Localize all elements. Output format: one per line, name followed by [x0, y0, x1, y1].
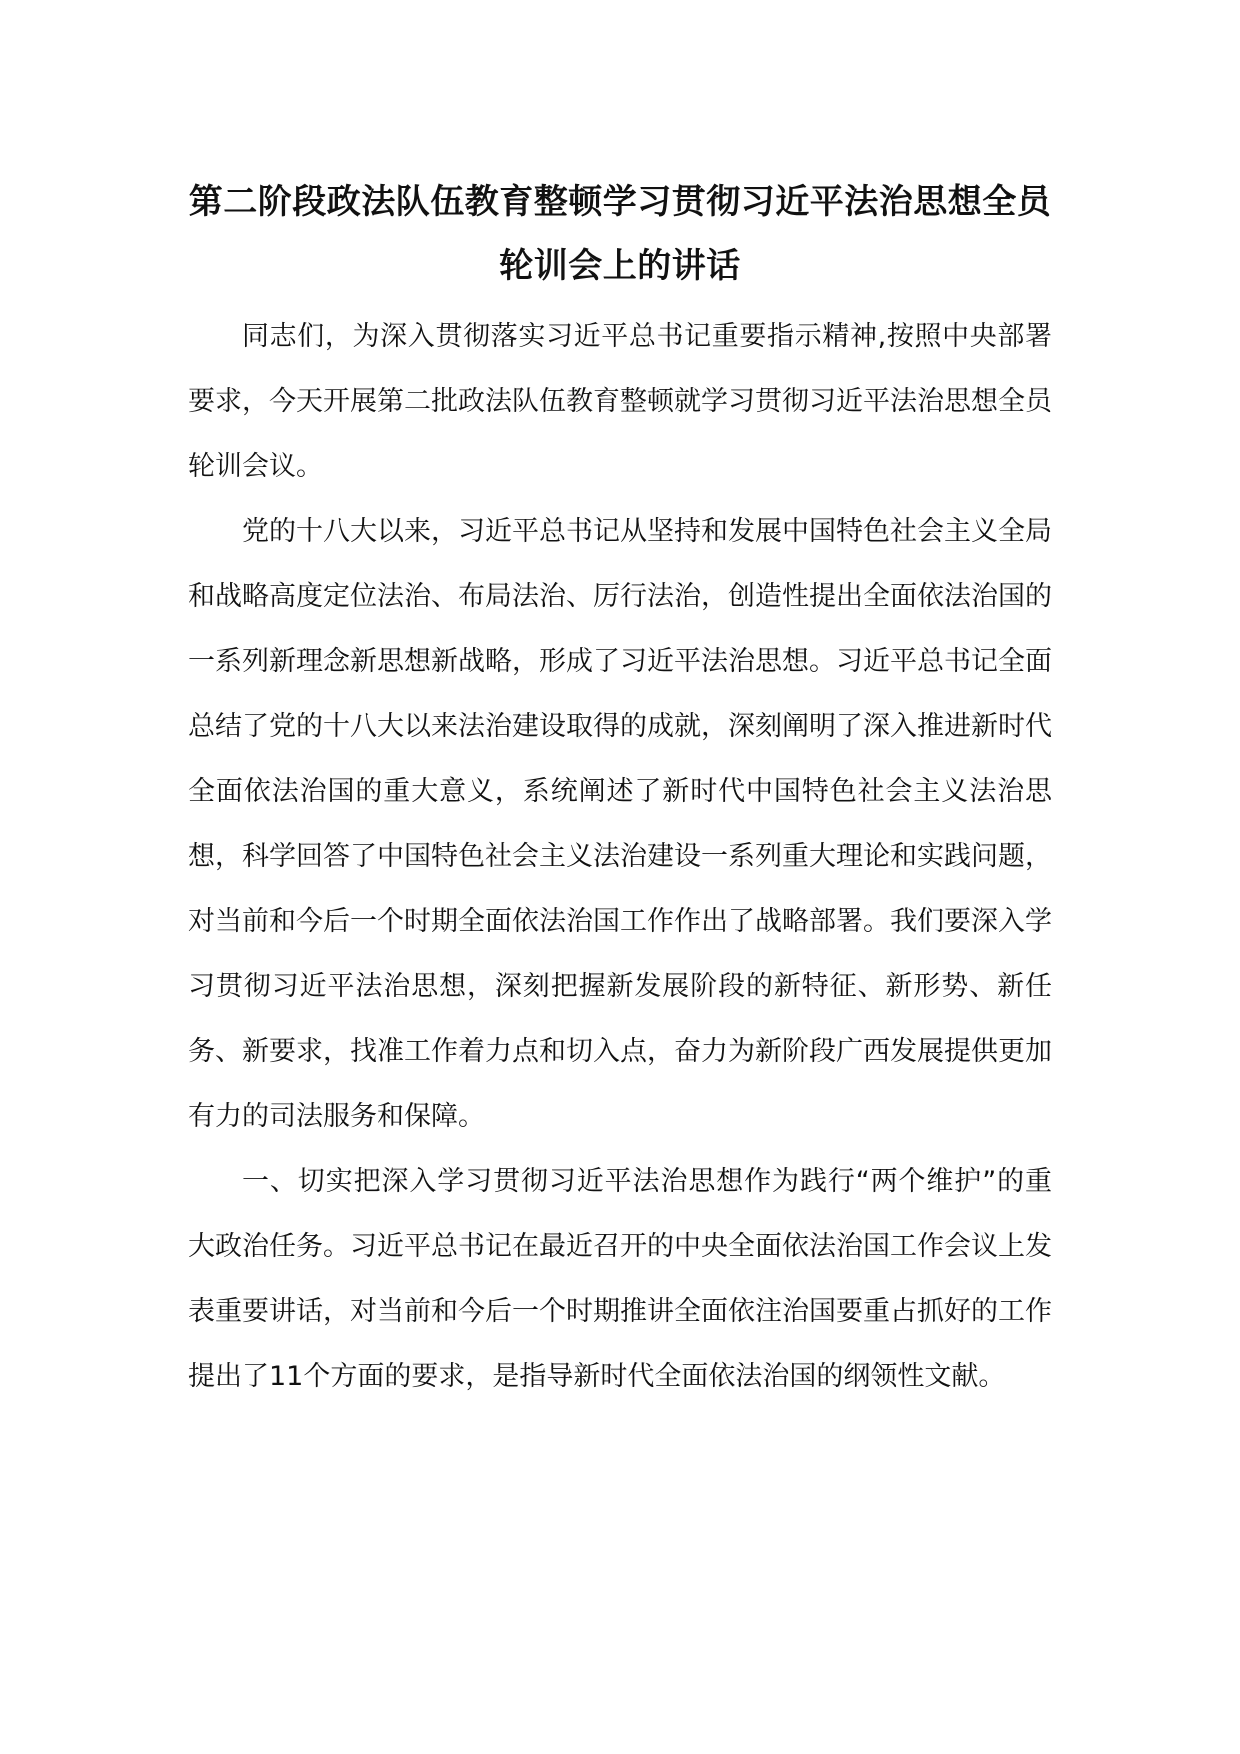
paragraph-opening: 同志们，为深入贯彻落实习近平总书记重要指示精神,按照中央部署要求，今天开展第二批政法队伍教育整顿就学习贯彻习近平法治思想全员轮训会议。: [188, 321, 1052, 482]
paragraph-background: 党的十八大以来，习近平总书记从坚持和发展中国特色社会主义全局和战略高度定位法治、布局法治、厉行法治，创造性提出全面依法治国的一系列新理念新思想新战略，形成了习近平法治思想。习近平总书记全面总结了党的十八大以来法治建设取得的成就，深刻阐明了深入推进新时代全面依法治国的重大意义，系统阐述了新时代中国特色社会主义法治思想，科学回答了中国特色社会主义法治建设一系列重大理论和实践问题，对当前和今后一个时期全面依法治国工作作出了战略部署。我们要深入学习贯彻习近平法治思想，深刻把握新发展阶段的新特征、新形势、新任务、新要求，找准工作着力点和切入点，奋力为新阶段广西发展提供更加有力的司法服务和保障。: [188, 516, 1052, 1132]
title-line-2: 轮训会上的讲话: [499, 246, 741, 286]
title-line-1: 第二阶段政法队伍教育整顿学习贯彻习近平法治思想全员: [188, 182, 1052, 222]
paragraph-section-one: 一、切实把深入学习贯彻习近平法治思想作为践行“两个维护”的重大政治任务。习近平总书记在最近召开的中央全面依法治国工作会议上发表重要讲话，对当前和今后一个时期推讲全面依注治国要重占抓好的工作提出了11个方面的要求，是指导新时代全面依法治国的纲领性文献。: [188, 1166, 1052, 1392]
document-body: [188, 170, 1052, 1409]
document-title: [188, 170, 1052, 298]
